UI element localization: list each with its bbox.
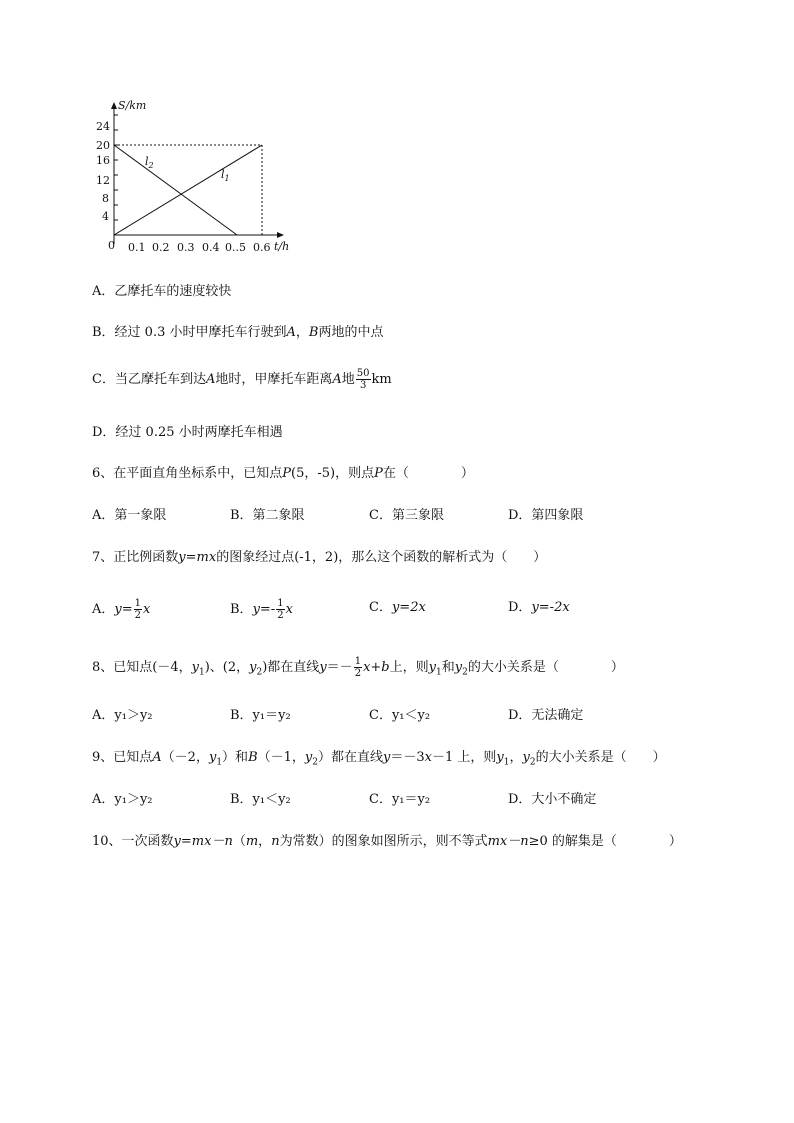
option-9d: D．大小不确定 [508, 792, 597, 807]
option-5b: B．经过 0.3 小时甲摩托车行驶到A，B两地的中点 [92, 325, 384, 340]
fraction-50-3: $\frac{50}{3}$ [356, 368, 370, 391]
distance-time-graph [88, 98, 308, 260]
l1-label: $l_1$ [221, 168, 230, 183]
l2-label: $l_2$ [145, 155, 154, 170]
question-8-stem: 8、已知点(－4，$y_1$)、(2，$y_2$)都在直线y＝－ $\frac{1}{2}$ x+b上，则$y_1$和$y_2$的大小关系是（ ） [92, 656, 624, 679]
option-8c: C．y₁＜y₂ [369, 708, 431, 723]
option-6c: C．第三象限 [369, 508, 444, 523]
option-6d: D．第四象限 [508, 508, 584, 523]
y-tick-label: 24 [96, 120, 110, 133]
option-9a: A．y₁＞y₂ [92, 792, 153, 807]
y-tick-marks [114, 115, 118, 220]
y-axis-label: S/km [118, 99, 147, 112]
option-7a: A．y= $\frac{1}{2}$ x [92, 598, 151, 621]
x-tick-label: 0.1 [128, 241, 146, 254]
question-6-stem: 6、在平面直角坐标系中，已知点P(5，-5)，则点P在（ ） [92, 466, 474, 481]
option-7c: C．y=2x [369, 600, 426, 615]
question-9-stem: 9、已知点A（－2，$y_1$）和B（－1，$y_2$）都在直线y＝－3x－1 上，则$y_1$，$y_2$的大小关系是（ ） [92, 750, 666, 768]
option-6a: A．第一象限 [92, 508, 167, 523]
option-8b: B．y₁＝y₂ [230, 708, 291, 723]
option-5a: A．乙摩托车的速度较快 [92, 284, 232, 299]
y-tick-label: 12 [96, 174, 110, 187]
option-5c: C．当乙摩托车到达A地时，甲摩托车距离A地 $\frac{50}{3}$ km [92, 368, 392, 391]
y-tick-label: 4 [102, 210, 109, 223]
line-l2 [114, 145, 237, 235]
y-tick-label: 20 [96, 139, 110, 152]
option-7b: B．y=- $\frac{1}{2}$ x [230, 598, 293, 621]
x-axis-arrow [277, 232, 284, 238]
option-9b: B．y₁＜y₂ [230, 792, 291, 807]
option-7d: D．y=-2x [508, 600, 570, 615]
x-axis-label: t/h [274, 240, 290, 253]
x-tick-label: 0.6 [253, 241, 271, 254]
option-9c: C．y₁＝y₂ [369, 792, 431, 807]
y-axis-arrow [111, 102, 117, 109]
x-tick-label: 0..5 [225, 241, 246, 254]
origin-label: 0 [108, 239, 115, 252]
line-l1 [114, 145, 262, 235]
option-8a: A．y₁＞y₂ [92, 708, 153, 723]
y-tick-label: 16 [96, 154, 110, 167]
question-7-stem: 7、正比例函数y=mx的图象经过点(-1，2)，那么这个函数的解析式为（ ） [92, 550, 547, 565]
question-10-stem: 10、一次函数y=mx－n（m，n为常数）的图象如图所示，则不等式mx－n≥0 的解集是（ ） [92, 834, 682, 849]
y-tick-label: 8 [102, 192, 109, 205]
option-6b: B．第二象限 [230, 508, 305, 523]
option-8d: D．无法确定 [508, 708, 584, 723]
x-tick-label: 0.4 [202, 241, 220, 254]
option-5d: D．经过 0.25 小时两摩托车相遇 [92, 425, 283, 440]
x-tick-label: 0.3 [177, 241, 195, 254]
x-tick-label: 0.2 [152, 241, 170, 254]
